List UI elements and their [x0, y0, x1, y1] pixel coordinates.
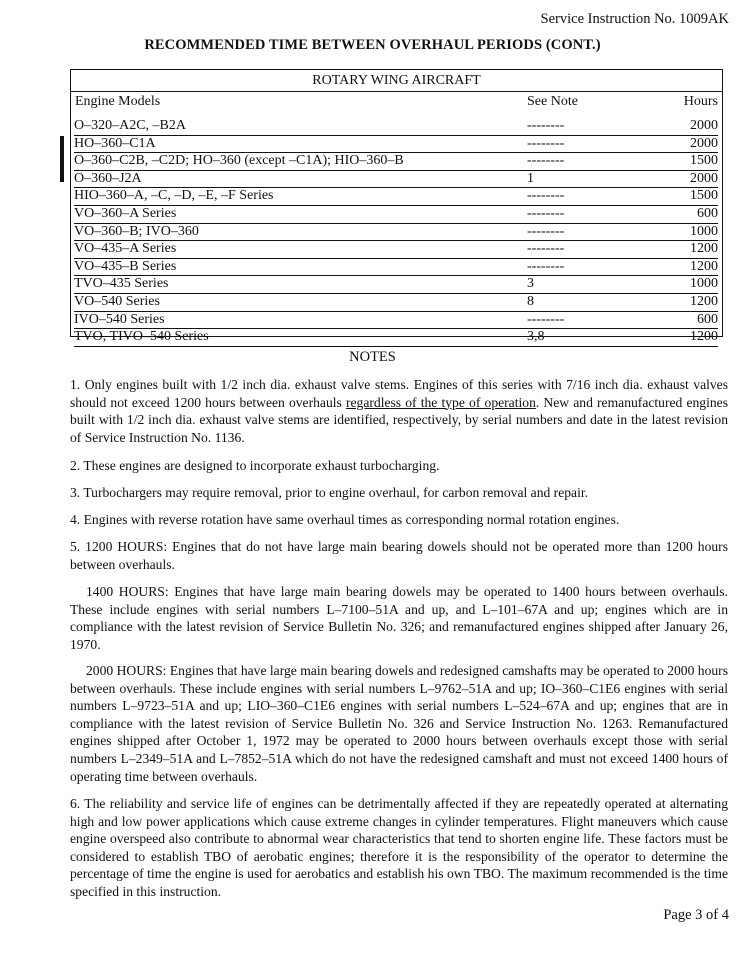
- table-row: [74, 276, 718, 294]
- hours-cell: 1000: [690, 223, 718, 239]
- table-row: [74, 118, 718, 136]
- overhaul-table: [70, 69, 723, 345]
- column-header-hours: Hours: [683, 94, 718, 109]
- see-note-cell: 3,8: [527, 329, 545, 345]
- instruction-number: Service Instruction No. 1009AK: [540, 11, 729, 27]
- table-caption: ROTARY WING AIRCRAFT: [71, 70, 722, 92]
- table-row: [74, 241, 718, 259]
- note-3: 3. Turbochargers may require removal, prior to engine overhaul, for carbon removal and repair.: [70, 485, 589, 500]
- hours-cell: 1500: [690, 188, 718, 204]
- hours-cell: 1200: [690, 241, 718, 257]
- hours-cell: 2000: [690, 135, 718, 151]
- page-title: RECOMMENDED TIME BETWEEN OVERHAUL PERIODS (CONT.): [144, 37, 601, 53]
- see-note-cell: --------: [527, 205, 565, 221]
- see-note-cell: --------: [527, 118, 565, 133]
- hours-cell: 1000: [690, 276, 718, 292]
- table-row: [74, 136, 718, 154]
- engine-model-cell: VO–435–B Series: [74, 258, 177, 274]
- table-row: [74, 153, 718, 171]
- hours-cell: 1500: [690, 153, 718, 169]
- note-4: 4. Engines with reverse rotation have same overhaul times as corresponding normal rotation engines.: [70, 512, 620, 527]
- engine-model-cell: TVO, TIVO–540 Series: [74, 329, 209, 345]
- note-5-2000-hours: 2000 HOURS: Engines that have large main bearing dowels and redesigned camshafts may be operated to 2000 hours between overhauls. These include engines with serial numbers L–9762–51A and up; IO–360–C1E6 engines with serial numbers L–9723–51A and up; LIO–360–C1E6 engines with serial numbers L–524–67A and up; engines that are in compliance with the latest revision of Service Bulletin No. 326 and Service Instruction No. 1263. Remanufactured engines shipped after October 1, 1972 may be operated to 2000 hours between overhauls except those with serial numbers L–2349–51A and L–7852–51A which do not have the redesigned camshaft and must not exceed 1400 hours of operating time between overhauls.: [70, 663, 728, 784]
- see-note-cell: 3: [527, 276, 534, 292]
- engine-model-cell: O–360–J2A: [74, 170, 142, 186]
- engine-model-cell: VO–360–B; IVO–360: [74, 223, 199, 239]
- table-row: [74, 294, 718, 312]
- table-row: [74, 171, 718, 189]
- note-1-underlined: regardless of the type of operation: [345, 394, 536, 410]
- revision-change-bar: [60, 136, 64, 182]
- see-note-cell: --------: [527, 223, 565, 239]
- engine-model-cell: HO–360–C1A: [74, 135, 156, 151]
- engine-model-cell: VO–360–A Series: [74, 205, 177, 221]
- page-number: Page 3 of 4: [663, 907, 729, 923]
- see-note-cell: --------: [527, 135, 565, 151]
- column-header-see-note: See Note: [527, 94, 578, 109]
- table-row: [74, 224, 718, 242]
- note-5-1400-hours: 1400 HOURS: Engines that have large main bearing dowels may be operated to 1400 hours between overhauls. These include engines with serial numbers L–7100–51A and up, and L–101–67A and up; engines which are in compliance with the latest revision of Service Bulletin No. 326; and remanufactured engines shipped after January 26, 1970.: [70, 584, 728, 652]
- hours-cell: 1200: [690, 293, 718, 309]
- table-row: [74, 312, 718, 330]
- engine-model-cell: O–320–A2C, –B2A: [74, 118, 187, 133]
- hours-cell: 1200: [690, 258, 718, 274]
- see-note-cell: 8: [527, 293, 534, 309]
- note-6: 6. The reliability and service life of engines can be detrimentally affected if they are repeatedly operated at alternating high and low power applications which cause extreme changes in cylinder temperatures. Flight maneuvers which cause engine overspeed also contribute to abnormal wear characteristics that tend to shorten engine life. These factors must be considered to establish TBO of aerobatic engines; therefore it is the responsibility of the operator to determine the percentage of time the engine is used for aerobatics and establish his own TBO. The maximum recommended is the time specified in this instruction.: [70, 796, 728, 899]
- engine-model-cell: HIO–360–A, –C, –D, –E, –F Series: [74, 188, 274, 204]
- table-rows: [74, 118, 718, 347]
- note-1: [70, 376, 728, 446]
- column-header-engine-models: Engine Models: [75, 94, 161, 109]
- note-1-text-b: . New and remanufactured engines built with 1/2 inch dia. exhaust valve stems are identified, respectively, by serial numbers and date in the latest revision of Service Instruction No. 1136.: [70, 394, 729, 445]
- engine-model-cell: TVO–435 Series: [74, 276, 169, 292]
- hours-cell: 600: [697, 311, 718, 327]
- table-row: [74, 259, 718, 277]
- notes-heading: NOTES: [349, 349, 396, 365]
- hours-cell: 1200: [690, 329, 718, 345]
- see-note-cell: --------: [527, 258, 565, 274]
- note-1-text-a: 1. Only engines built with 1/2 inch dia. exhaust valve stems. Engines of this series with 7/16 inch dia. exhaust valves should not exceed 1200 hours between overhauls: [70, 377, 728, 410]
- table-row: [74, 329, 718, 347]
- table-row: [74, 206, 718, 224]
- note-5: 5. 1200 HOURS: Engines that do not have large main bearing dowels should not be operated more than 1200 hours between overhauls.: [70, 539, 728, 572]
- hours-cell: 2000: [690, 170, 718, 186]
- engine-model-cell: VO–540 Series: [74, 293, 160, 309]
- engine-model-cell: VO–435–A Series: [74, 241, 177, 257]
- see-note-cell: --------: [527, 241, 565, 257]
- see-note-cell: --------: [527, 311, 565, 327]
- see-note-cell: --------: [527, 188, 565, 204]
- see-note-cell: 1: [527, 170, 534, 186]
- table-row: [74, 188, 718, 206]
- engine-model-cell: IVO–540 Series: [74, 311, 165, 327]
- see-note-cell: --------: [527, 153, 565, 169]
- note-2: 2. These engines are designed to incorporate exhaust turbocharging.: [70, 458, 440, 473]
- engine-model-cell: O–360–C2B, –C2D; HO–360 (except –C1A); HIO–360–B: [74, 153, 404, 169]
- hours-cell: 2000: [690, 118, 718, 133]
- hours-cell: 600: [697, 205, 718, 221]
